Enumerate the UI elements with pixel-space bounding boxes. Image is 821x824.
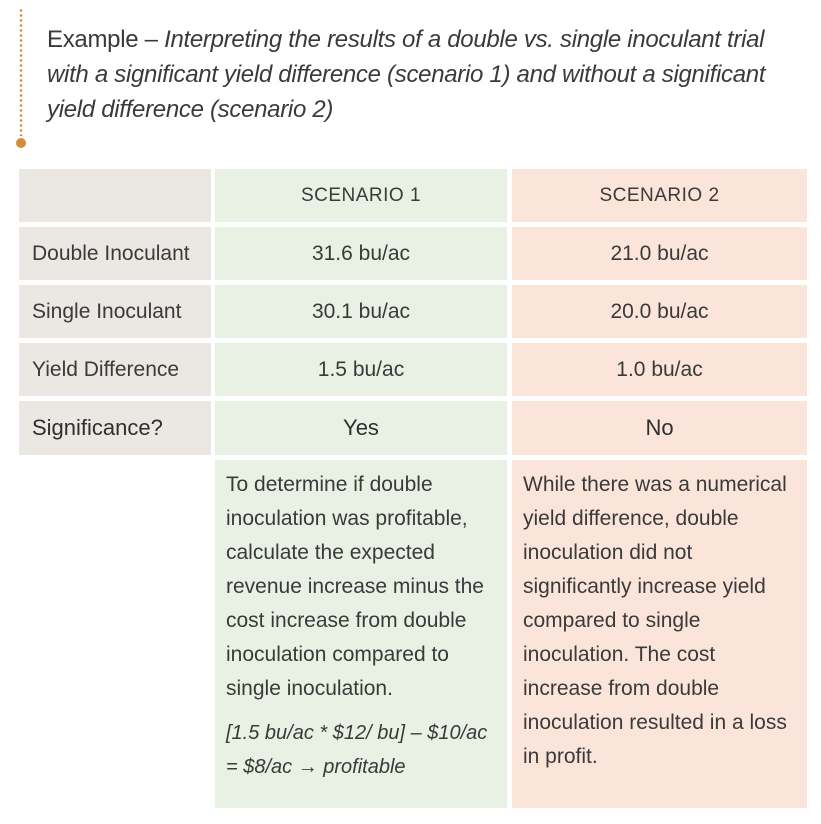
table-header-empty <box>19 169 211 222</box>
decorative-dotted-line <box>19 8 23 136</box>
table-cell: 21.0 bu/ac <box>512 227 807 280</box>
heading-lead: Example <box>47 26 139 53</box>
scenario-1-text: To determine if double inoculation was profitable, calculate the expected revenue increase minus the cost increase from double inoculation compared to single inoculation. <box>226 473 484 700</box>
heading-description: Interpreting the results of a double vs. single inoculant trial with a significant yield difference (scenario 1) and without a significant yield difference (scenario 2) <box>47 26 766 123</box>
scenario-1-note <box>215 460 507 808</box>
table-cell: 30.1 bu/ac <box>215 285 507 338</box>
scenario-2-note <box>512 460 807 808</box>
table-cell-significance: No <box>512 401 807 455</box>
row-label-single-inoculant: Single Inoculant <box>19 285 211 338</box>
table-cell: 1.5 bu/ac <box>215 343 507 396</box>
table-header-scenario-1: SCENARIO 1 <box>215 169 507 222</box>
row-label-yield-difference: Yield Difference <box>19 343 211 396</box>
scenario-2-text: While there was a numerical yield difference, double inoculation did not significantly increase yield compared to single inoculation. The cost increase from double inoculation resulted in a loss in profit. <box>523 473 787 768</box>
row-label-double-inoculant: Double Inoculant <box>19 227 211 280</box>
table-cell: 1.0 bu/ac <box>512 343 807 396</box>
table-cell: 20.0 bu/ac <box>512 285 807 338</box>
heading-separator: – <box>138 26 165 53</box>
row-label-significance: Significance? <box>19 401 211 455</box>
table-cell: 31.6 bu/ac <box>215 227 507 280</box>
decorative-dot <box>16 138 26 148</box>
table-header-scenario-2: SCENARIO 2 <box>512 169 807 222</box>
example-heading <box>47 22 807 127</box>
scenario-1-formula: [1.5 bu/ac * $12/ bu] – $10/ac = $8/ac → profitable <box>226 722 488 778</box>
table-cell-significance: Yes <box>215 401 507 455</box>
